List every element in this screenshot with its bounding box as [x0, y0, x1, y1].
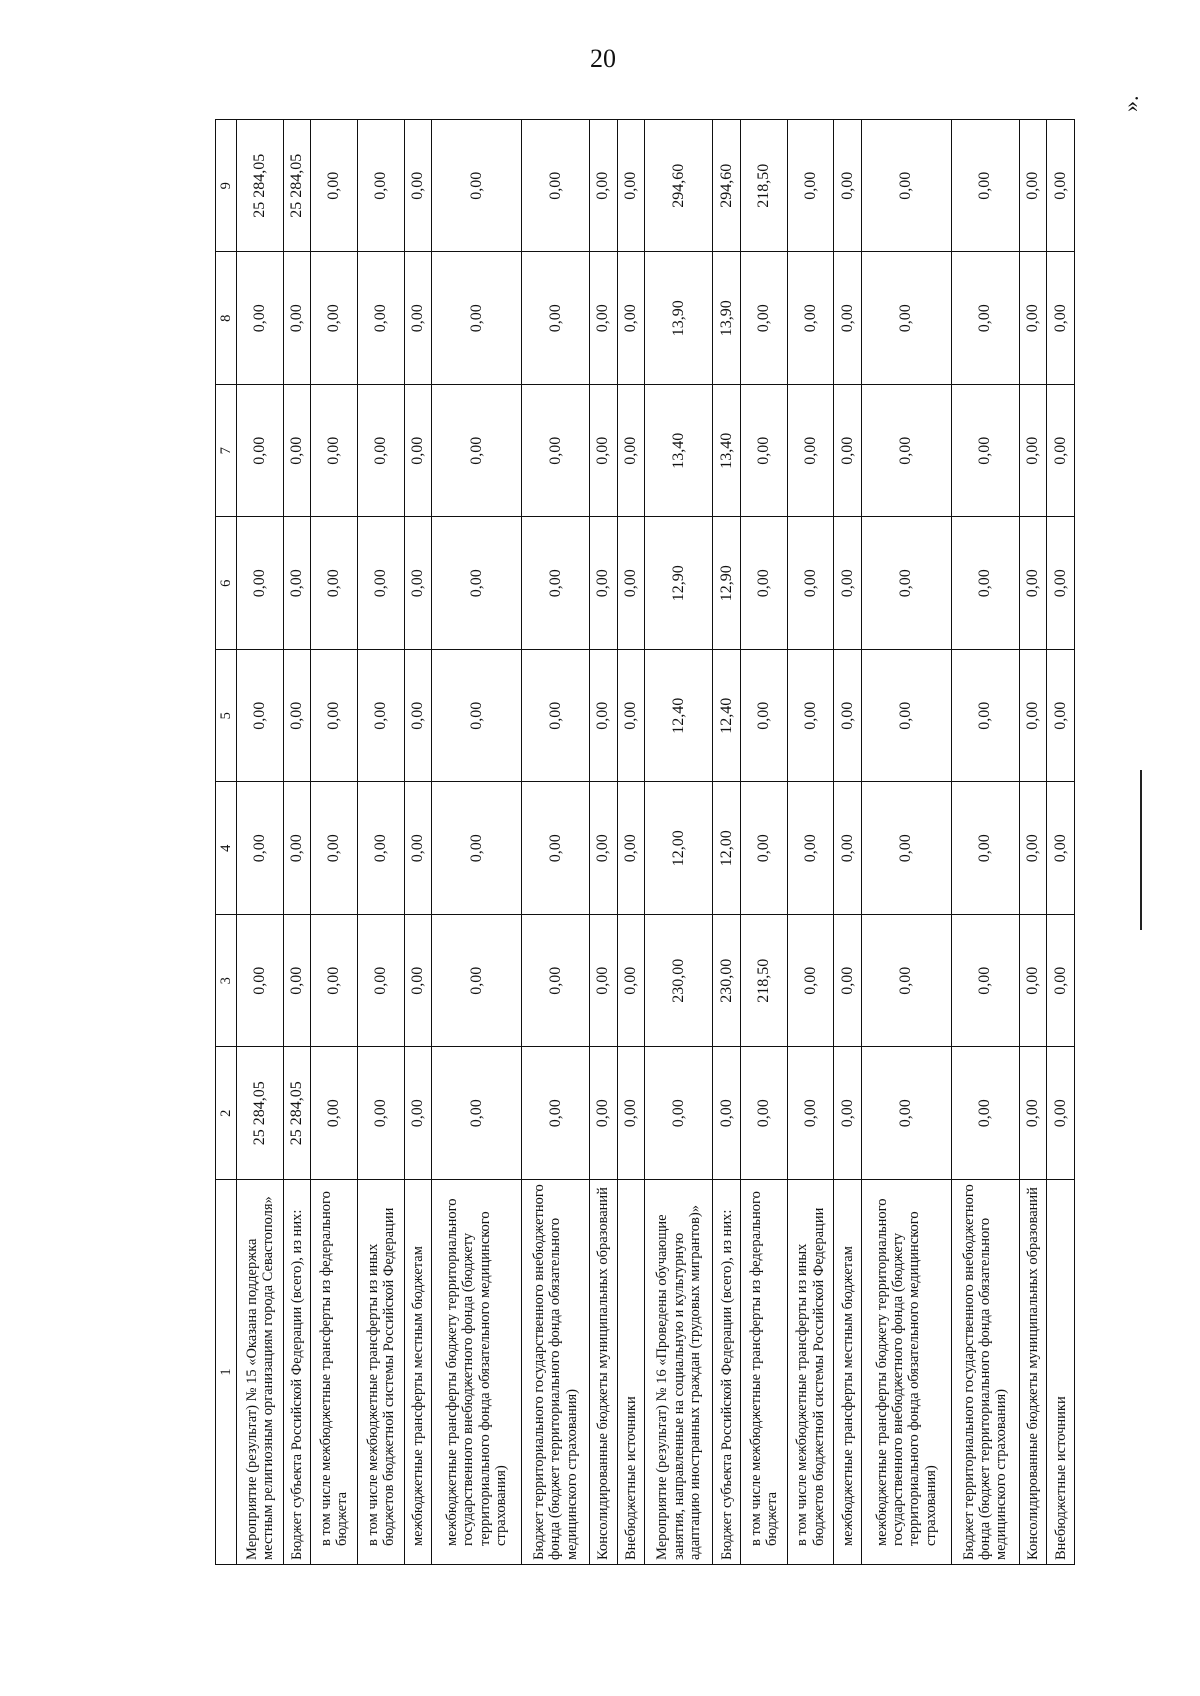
cell-value: 12,00	[713, 782, 741, 915]
row-label: Бюджет субъекта Российской Федерации (всего), из них:	[283, 1180, 311, 1565]
cell-value: 0,00	[1019, 120, 1047, 253]
cell-value: 0,00	[787, 782, 834, 915]
row-label: Консолидированные бюджеты муниципальных образований	[1019, 1180, 1047, 1565]
cell-value: 0,00	[311, 120, 358, 253]
cell-value: 0,00	[1019, 782, 1047, 915]
cell-value: 0,00	[311, 782, 358, 915]
cell-value: 0,00	[311, 385, 358, 518]
cell-value: 0,00	[740, 517, 787, 650]
cell-value: 0,00	[645, 1047, 713, 1180]
cell-value: 0,00	[404, 252, 432, 385]
cell-value: 0,00	[740, 385, 787, 518]
table-row	[862, 120, 952, 1565]
cell-value: 0,00	[237, 650, 284, 783]
table-row	[713, 120, 741, 1565]
column-header-7: 7	[216, 385, 237, 518]
cell-value: 0,00	[358, 252, 405, 385]
cell-value: 12,40	[713, 650, 741, 783]
cell-value: 0,00	[1047, 252, 1075, 385]
cell-value: 294,60	[645, 120, 713, 253]
cell-value: 0,00	[404, 385, 432, 518]
cell-value: 13,90	[713, 252, 741, 385]
cell-value: 0,00	[404, 120, 432, 253]
table-row	[432, 120, 522, 1565]
cell-value: 218,50	[740, 915, 787, 1048]
column-header-8: 8	[216, 252, 237, 385]
cell-value: 0,00	[432, 517, 522, 650]
cell-value: 0,00	[1047, 650, 1075, 783]
cell-value: 0,00	[617, 517, 645, 650]
cell-value: 0,00	[834, 915, 862, 1048]
cell-value: 0,00	[862, 120, 952, 253]
cell-value: 0,00	[951, 915, 1019, 1048]
table-row	[521, 120, 589, 1565]
cell-value: 12,40	[645, 650, 713, 783]
cell-value: 0,00	[283, 517, 311, 650]
column-header-4: 4	[216, 782, 237, 915]
cell-value: 0,00	[1047, 915, 1075, 1048]
cell-value: 0,00	[862, 385, 952, 518]
cell-value: 0,00	[740, 1047, 787, 1180]
cell-value: 0,00	[590, 1047, 618, 1180]
column-header-9: 9	[216, 120, 237, 253]
cell-value: 0,00	[404, 650, 432, 783]
cell-value: 0,00	[787, 120, 834, 253]
table-row	[311, 120, 358, 1565]
row-label: Мероприятие (результат) № 16 «Проведены обучающие занятия, направленные на социальную и культурную адаптацию иностранных граждан (трудовых мигрантов)»	[645, 1180, 713, 1565]
cell-value: 0,00	[951, 120, 1019, 253]
column-header-1: 1	[216, 1180, 237, 1565]
cell-value: 0,00	[358, 517, 405, 650]
cell-value: 0,00	[834, 517, 862, 650]
table-row	[1047, 120, 1075, 1565]
cell-value: 0,00	[590, 385, 618, 518]
separator-line	[1140, 770, 1142, 930]
cell-value: 0,00	[1047, 385, 1075, 518]
cell-value: 0,00	[740, 782, 787, 915]
table-row	[617, 120, 645, 1565]
cell-value: 294,60	[713, 120, 741, 253]
cell-value: 0,00	[590, 517, 618, 650]
cell-value: 0,00	[590, 782, 618, 915]
cell-value: 0,00	[404, 915, 432, 1048]
cell-value: 0,00	[951, 1047, 1019, 1180]
cell-value: 0,00	[617, 915, 645, 1048]
cell-value: 0,00	[1047, 1047, 1075, 1180]
table-header-row	[216, 120, 237, 1565]
column-header-3: 3	[216, 915, 237, 1048]
row-label: межбюджетные трансферты бюджету территориального государственного внебюджетного фонда (бюджету территориального фонда обязательного медицинского страхования)	[862, 1180, 952, 1565]
cell-value: 25 284,05	[283, 120, 311, 253]
cell-value: 0,00	[787, 1047, 834, 1180]
cell-value: 0,00	[358, 650, 405, 783]
cell-value: 0,00	[432, 915, 522, 1048]
cell-value: 0,00	[862, 915, 952, 1048]
cell-value: 0,00	[521, 1047, 589, 1180]
column-header-2: 2	[216, 1047, 237, 1180]
cell-value: 0,00	[521, 782, 589, 915]
cell-value: 0,00	[617, 120, 645, 253]
table-row	[237, 120, 284, 1565]
cell-value: 0,00	[404, 517, 432, 650]
cell-value: 0,00	[862, 782, 952, 915]
cell-value: 0,00	[432, 252, 522, 385]
cell-value: 0,00	[1047, 517, 1075, 650]
row-label: межбюджетные трансферты местным бюджетам	[834, 1180, 862, 1565]
cell-value: 0,00	[834, 650, 862, 783]
table-row	[834, 120, 862, 1565]
column-header-6: 6	[216, 517, 237, 650]
cell-value: 0,00	[740, 252, 787, 385]
cell-value: 0,00	[590, 120, 618, 253]
cell-value: 0,00	[787, 650, 834, 783]
closing-quote-mark: ».	[1118, 95, 1143, 112]
cell-value: 0,00	[237, 517, 284, 650]
cell-value: 0,00	[432, 385, 522, 518]
column-header-5: 5	[216, 650, 237, 783]
cell-value: 0,00	[740, 650, 787, 783]
cell-value: 0,00	[951, 385, 1019, 518]
row-label: Бюджет территориального государственного внебюджетного фонда (бюджет территориального фонда обязательного медицинского страхования)	[951, 1180, 1019, 1565]
cell-value: 0,00	[862, 252, 952, 385]
cell-value: 0,00	[1019, 517, 1047, 650]
row-label: в том числе межбюджетные трансферты из федерального бюджета	[311, 1180, 358, 1565]
cell-value: 13,40	[713, 385, 741, 518]
cell-value: 0,00	[404, 782, 432, 915]
cell-value: 0,00	[834, 252, 862, 385]
cell-value: 0,00	[590, 650, 618, 783]
cell-value: 13,90	[645, 252, 713, 385]
cell-value: 0,00	[521, 385, 589, 518]
cell-value: 0,00	[834, 385, 862, 518]
row-label: Внебюджетные источники	[1047, 1180, 1075, 1565]
cell-value: 0,00	[521, 252, 589, 385]
cell-value: 25 284,05	[283, 1047, 311, 1180]
cell-value: 0,00	[617, 385, 645, 518]
cell-value: 0,00	[862, 650, 952, 783]
cell-value: 0,00	[521, 915, 589, 1048]
table-row	[787, 120, 834, 1565]
cell-value: 0,00	[283, 252, 311, 385]
cell-value: 0,00	[358, 915, 405, 1048]
row-label: Бюджет субъекта Российской Федерации (всего), из них:	[713, 1180, 741, 1565]
cell-value: 0,00	[237, 915, 284, 1048]
budget-table-container	[215, 120, 1075, 1565]
cell-value: 0,00	[311, 252, 358, 385]
table-row	[590, 120, 618, 1565]
table-row	[404, 120, 432, 1565]
row-label: в том числе межбюджетные трансферты из федерального бюджета	[740, 1180, 787, 1565]
cell-value: 0,00	[617, 1047, 645, 1180]
cell-value: 0,00	[787, 915, 834, 1048]
cell-value: 25 284,05	[237, 1047, 284, 1180]
cell-value: 0,00	[237, 385, 284, 518]
cell-value: 0,00	[358, 120, 405, 253]
cell-value: 0,00	[787, 385, 834, 518]
budget-table	[215, 119, 1075, 1565]
cell-value: 0,00	[1019, 650, 1047, 783]
cell-value: 230,00	[713, 915, 741, 1048]
cell-value: 12,90	[645, 517, 713, 650]
cell-value: 0,00	[432, 782, 522, 915]
cell-value: 0,00	[834, 120, 862, 253]
cell-value: 0,00	[283, 385, 311, 518]
cell-value: 0,00	[358, 385, 405, 518]
cell-value: 0,00	[432, 120, 522, 253]
cell-value: 0,00	[617, 252, 645, 385]
cell-value: 0,00	[590, 252, 618, 385]
cell-value: 0,00	[951, 650, 1019, 783]
cell-value: 0,00	[713, 1047, 741, 1180]
row-label: межбюджетные трансферты бюджету территориального государственного внебюджетного фонда (бюджету территориального фонда обязательного медицинского страхования)	[432, 1180, 522, 1565]
table-body	[237, 120, 1075, 1565]
cell-value: 0,00	[404, 1047, 432, 1180]
cell-value: 0,00	[432, 650, 522, 783]
cell-value: 0,00	[283, 915, 311, 1048]
cell-value: 0,00	[283, 650, 311, 783]
cell-value: 25 284,05	[237, 120, 284, 253]
cell-value: 0,00	[834, 782, 862, 915]
cell-value: 0,00	[311, 1047, 358, 1180]
cell-value: 0,00	[311, 915, 358, 1048]
cell-value: 0,00	[787, 252, 834, 385]
cell-value: 0,00	[521, 517, 589, 650]
table-row	[283, 120, 311, 1565]
cell-value: 0,00	[311, 517, 358, 650]
cell-value: 0,00	[862, 1047, 952, 1180]
cell-value: 0,00	[617, 782, 645, 915]
cell-value: 0,00	[862, 517, 952, 650]
row-label: в том числе межбюджетные трансферты из иных бюджетов бюджетной системы Российской Федерации	[787, 1180, 834, 1565]
cell-value: 0,00	[358, 1047, 405, 1180]
row-label: Бюджет территориального государственного внебюджетного фонда (бюджет территориального фонда обязательного медицинского страхования)	[521, 1180, 589, 1565]
cell-value: 0,00	[521, 120, 589, 253]
cell-value: 0,00	[358, 782, 405, 915]
cell-value: 0,00	[311, 650, 358, 783]
cell-value: 0,00	[1019, 1047, 1047, 1180]
cell-value: 0,00	[590, 915, 618, 1048]
table-row	[1019, 120, 1047, 1565]
page-number: 20	[590, 44, 616, 73]
cell-value: 218,50	[740, 120, 787, 253]
cell-value: 0,00	[237, 252, 284, 385]
table-row	[740, 120, 787, 1565]
table-row	[951, 120, 1019, 1565]
row-label: Консолидированные бюджеты муниципальных образований	[590, 1180, 618, 1565]
cell-value: 0,00	[1047, 120, 1075, 253]
cell-value: 0,00	[521, 650, 589, 783]
cell-value: 0,00	[951, 517, 1019, 650]
cell-value: 0,00	[283, 782, 311, 915]
cell-value: 0,00	[787, 517, 834, 650]
cell-value: 230,00	[645, 915, 713, 1048]
cell-value: 0,00	[951, 252, 1019, 385]
table-row	[645, 120, 713, 1565]
cell-value: 0,00	[1019, 915, 1047, 1048]
cell-value: 0,00	[1019, 385, 1047, 518]
cell-value: 0,00	[1019, 252, 1047, 385]
row-label: в том числе межбюджетные трансферты из иных бюджетов бюджетной системы Российской Федерации	[358, 1180, 405, 1565]
row-label: межбюджетные трансферты местным бюджетам	[404, 1180, 432, 1565]
cell-value: 12,90	[713, 517, 741, 650]
cell-value: 0,00	[1047, 782, 1075, 915]
row-label: Внебюджетные источники	[617, 1180, 645, 1565]
cell-value: 0,00	[237, 782, 284, 915]
cell-value: 0,00	[834, 1047, 862, 1180]
row-label: Мероприятие (результат) № 15 «Оказана поддержка местным религиозным организациям города Севастополя»	[237, 1180, 284, 1565]
cell-value: 0,00	[951, 782, 1019, 915]
table-row	[358, 120, 405, 1565]
cell-value: 0,00	[432, 1047, 522, 1180]
cell-value: 12,00	[645, 782, 713, 915]
cell-value: 13,40	[645, 385, 713, 518]
cell-value: 0,00	[617, 650, 645, 783]
